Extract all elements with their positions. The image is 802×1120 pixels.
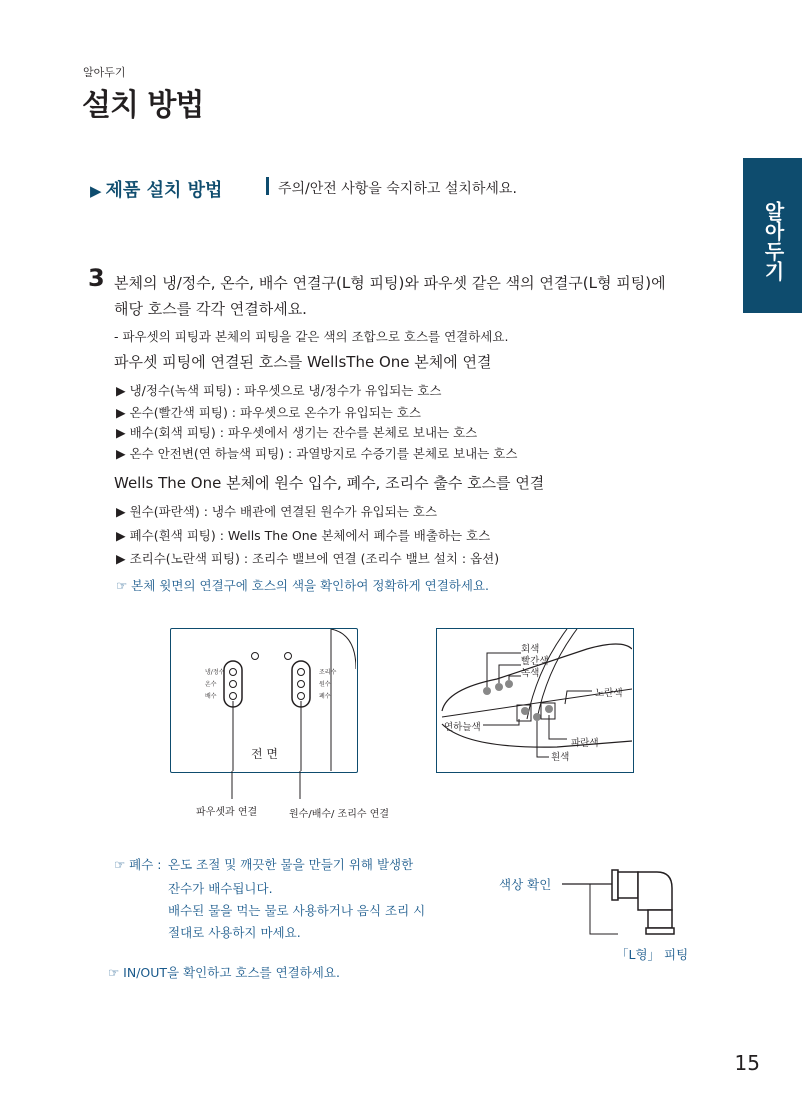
step-line-1: 본체의 냉/정수, 온수, 배수 연결구(L형 피팅)와 파우셋 같은 색의 연결구(L형 피팅)에 (114, 274, 666, 292)
category-label: 알아두기 (83, 66, 126, 79)
port-label: 폐수 (319, 693, 331, 700)
faucet-item: ▶ 온수 안전변(연 하늘색 피팅) : 과열방지로 수증기를 본체로 보내는 호스 (116, 446, 518, 461)
fitting-caption: 「L형」 피팅 (616, 947, 689, 962)
color-check-label: 색상 확인 (499, 877, 552, 892)
section-title: 제품 설치 방법 (105, 180, 223, 201)
faucet-item: ▶ 온수(빨간색 피팅) : 파우셋으로 온수가 유입되는 호스 (116, 405, 421, 420)
section-heading (90, 176, 222, 202)
body-item: ▶ 원수(파란색) : 냉수 배관에 연결된 원수가 유입되는 호스 (116, 504, 438, 519)
label-red: 빨간색 (521, 656, 549, 667)
caption-body: 원수/배수/ 조리수 연결 (289, 809, 390, 820)
section-note: 주의/안전 사항을 숙지하고 설치하세요. (278, 181, 517, 197)
faucet-heading: 파우셋 피팅에 연결된 호스를 WellsThe One 본체에 연결 (114, 353, 492, 371)
label-gray: 회색 (521, 644, 540, 655)
step-sub-note: - 파우셋의 피팅과 본체의 피팅을 같은 색의 조합으로 호스를 연결하세요. (114, 329, 509, 344)
step-line-2: 해당 호스를 각각 연결하세요. (114, 300, 307, 318)
page-title: 설치 방법 (82, 88, 204, 123)
body-item: ▶ 조리수(노란색 피팅) : 조리수 밸브에 연결 (조리수 밸브 설치 : 옵션) (116, 551, 500, 566)
port-label: 조리수 (319, 669, 337, 676)
left-port-labels (205, 667, 224, 703)
label-blue: 파란색 (571, 738, 599, 749)
page-number: 15 (734, 1051, 760, 1075)
port-label: 냉/정수 (205, 669, 225, 676)
tip-note: ☞ 본체 윗면의 연결구에 호스의 색을 확인하여 정확하게 연결하세요. (116, 578, 489, 593)
l-fitting-drawing (562, 860, 682, 940)
body-item: ▶ 폐수(흰색 피팅) : Wells The One 본체에서 폐수를 배출하는 호스 (116, 528, 491, 543)
label-green: 녹색 (521, 668, 540, 679)
front-panel-figure (170, 628, 358, 773)
label-yellow: 노란색 (595, 688, 623, 699)
inout-note: ☞ IN/OUT을 확인하고 호스를 연결하세요. (108, 965, 340, 980)
body-heading: Wells The One 본체에 원수 입수, 폐수, 조리수 출수 호스를 연결 (114, 474, 545, 492)
label-light-blue: 연하늘색 (444, 722, 481, 733)
waste-note-line: 절대로 사용하지 마세요. (168, 925, 301, 940)
waste-note-line: 온도 조절 및 깨끗한 물을 만들기 위해 발생한 (168, 857, 414, 872)
caption-leader-lines (226, 771, 316, 799)
triangle-icon: ▶ (90, 182, 102, 200)
port-label: 원수 (319, 681, 331, 688)
caption-faucet: 파우셋과 연결 (196, 807, 258, 818)
right-port-labels (319, 667, 336, 703)
waste-note-line: 잔수가 배수됩니다. (168, 881, 273, 896)
side-tab (743, 158, 802, 313)
front-label: 전 면 (251, 747, 278, 761)
side-tab-label: 알아두기 (761, 200, 785, 281)
waste-note-prefix: ☞ 폐수 : (114, 857, 162, 872)
port-label: 배수 (205, 693, 217, 700)
label-white: 흰색 (551, 752, 570, 763)
faucet-item: ▶ 냉/정수(녹색 피팅) : 파우셋으로 냉/정수가 유입되는 호스 (116, 383, 442, 398)
step-number: 3 (88, 264, 105, 292)
faucet-item: ▶ 배수(회색 피팅) : 파우셋에서 생기는 잔수를 본체로 보내는 호스 (116, 425, 478, 440)
top-view-figure (436, 628, 634, 773)
port-label: 온수 (205, 681, 217, 688)
section-divider (266, 177, 269, 195)
waste-note-line: 배수된 물을 먹는 물로 사용하거나 음식 조리 시 (168, 903, 426, 918)
